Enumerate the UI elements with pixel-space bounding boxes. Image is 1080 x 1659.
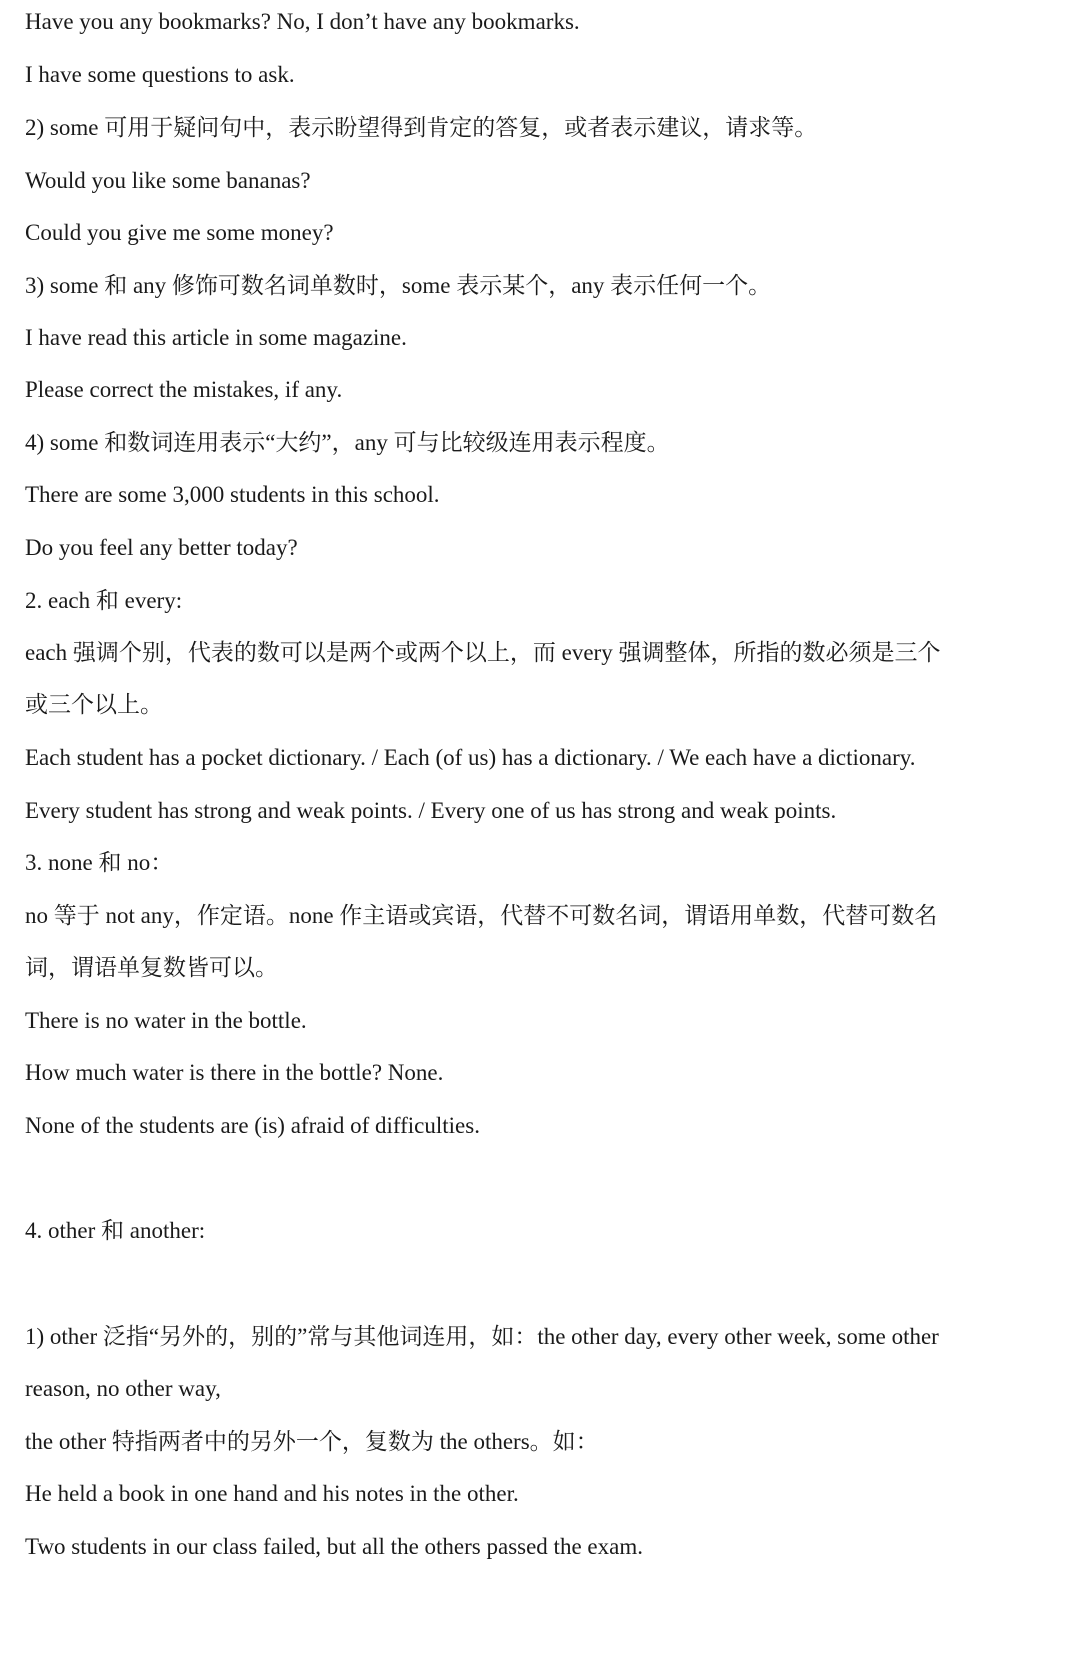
text-line: 1) other 泛指“另外的，别的”常与其他词连用，如：the other day, every other week, some other — [25, 1324, 939, 1349]
text-line: He held a book in one hand and his notes in the other. — [25, 1481, 519, 1506]
text-line: Two students in our class failed, but all the others passed the exam. — [25, 1534, 643, 1559]
text-line: Every student has strong and weak points. / Every one of us has strong and weak points. — [25, 798, 837, 823]
text-line: reason, no other way, — [25, 1376, 221, 1401]
text-line: Could you give me some money? — [25, 220, 334, 245]
text-line: Do you feel any better today? — [25, 535, 298, 560]
text-line: There is no water in the bottle. — [25, 1008, 307, 1033]
text-line: 3) some 和 any 修饰可数名词单数时，some 表示某个，any 表示任何一个。 — [25, 273, 772, 298]
text-line: There are some 3,000 students in this school. — [25, 482, 440, 507]
text-line: no 等于 not any，作定语。none 作主语或宾语，代替不可数名词，谓语用单数，代替可数名 — [25, 903, 938, 928]
text-line: 2. each 和 every: — [25, 588, 183, 613]
text-line: 3. none 和 no： — [25, 850, 174, 875]
text-line: I have some questions to ask. — [25, 62, 295, 87]
text-line: Have you any bookmarks? No, I don’t have any bookmarks. — [25, 9, 580, 34]
text-line: each 强调个别，代表的数可以是两个或两个以上，而 every 强调整体，所指的数必须是三个 — [25, 640, 941, 665]
text-line: 2) some 可用于疑问句中，表示盼望得到肯定的答复，或者表示建议，请求等。 — [25, 115, 818, 140]
text-line: I have read this article in some magazine. — [25, 325, 407, 350]
text-line: Would you like some bananas? — [25, 168, 311, 193]
text-line: None of the students are (is) afraid of difficulties. — [25, 1113, 480, 1138]
text-line: 4) some 和数词连用表示“大约”，any 可与比较级连用表示程度。 — [25, 430, 670, 455]
text-line: Each student has a pocket dictionary. / Each (of us) has a dictionary. / We each have a dictionary. — [25, 745, 916, 770]
text-line: 4. other 和 another: — [25, 1218, 206, 1243]
text-line: Please correct the mistakes, if any. — [25, 377, 343, 402]
text-line: 或三个以上。 — [25, 692, 163, 717]
text-line: How much water is there in the bottle? None. — [25, 1060, 444, 1085]
text-line: the other 特指两者中的另外一个，复数为 the others。如： — [25, 1429, 599, 1454]
text-line: 词，谓语单复数皆可以。 — [25, 955, 278, 980]
